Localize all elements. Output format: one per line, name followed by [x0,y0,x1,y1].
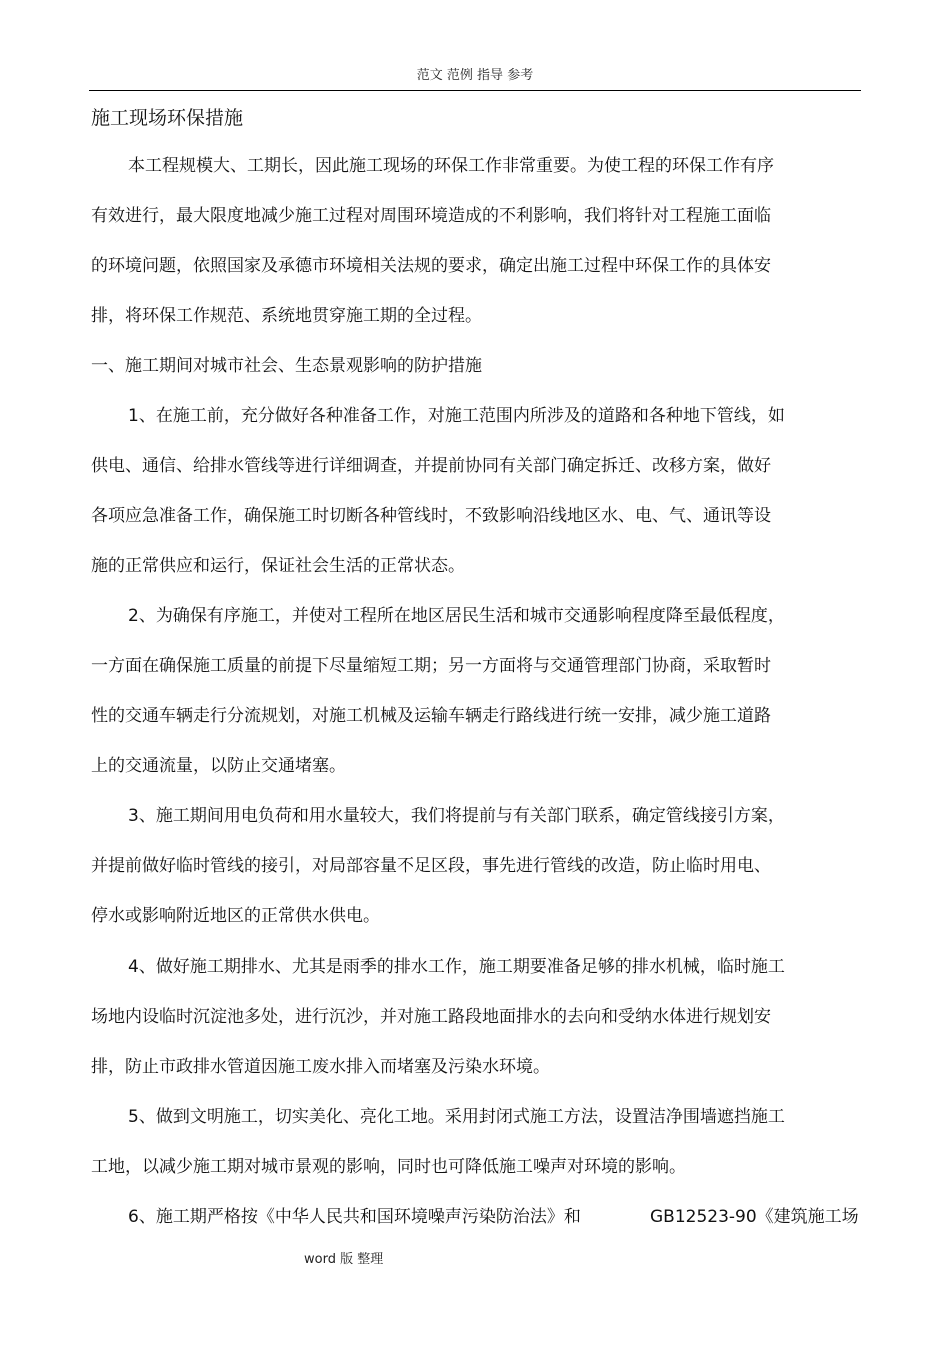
paragraph-line: 工地，以减少施工期对城市景观的影响，同时也可降低施工噪声对环境的影响。 [91,1157,686,1177]
paragraph-line: 3、施工期间用电负荷和用水量较大，我们将提前与有关部门联系，确定管线接引方案， [128,806,785,826]
paragraph-line: 并提前做好临时管线的接引，对局部容量不足区段，事先进行管线的改造，防止临时用电、 [91,856,771,876]
header-divider [89,90,861,91]
document-title: 施工现场环保措施 [91,107,244,129]
page-footer: word 版 整理 [304,1252,384,1267]
paragraph-line: 的环境问题，依照国家及承德市环境相关法规的要求，确定出施工过程中环保工作的具体安 [91,256,771,276]
paragraph-line: 6、施工期严格按《中华人民共和国环境噪声污染防治法》和 [128,1207,581,1227]
paragraph-line: 2、为确保有序施工，并使对工程所在地区居民生活和城市交通影响程度降至最低程度， [128,606,785,626]
paragraph-line: 有效进行，最大限度地减少施工过程对周围环境造成的不利影响，我们将针对工程施工面临 [91,206,771,226]
paragraph-line: 本工程规模大、工期长，因此施工现场的环保工作非常重要。为使工程的环保工作有序 [128,156,774,176]
standard-reference: GB12523-90《建筑施工场 [650,1207,859,1227]
paragraph-line: 一方面在确保施工质量的前提下尽量缩短工期；另一方面将与交通管理部门协商，采取暂时 [91,656,771,676]
paragraph-line: 4、做好施工期排水、尤其是雨季的排水工作，施工期要准备足够的排水机械，临时施工 [128,957,785,977]
paragraph-line: 排，防止市政排水管道因施工废水排入而堵塞及污染水环境。 [91,1057,550,1077]
section-heading: 一、施工期间对城市社会、生态景观影响的防护措施 [91,356,482,376]
paragraph-line: 各项应急准备工作，确保施工时切断各种管线时，不致影响沿线地区水、电、气、通讯等设 [91,506,771,526]
paragraph-line: 5、做到文明施工，切实美化、亮化工地。采用封闭式施工方法，设置洁净围墙遮挡施工 [128,1107,785,1127]
paragraph-line: 性的交通车辆走行分流规划，对施工机械及运输车辆走行路线进行统一安排，减少施工道路 [91,706,771,726]
paragraph-line: 场地内设临时沉淀池多处，进行沉沙，并对施工路段地面排水的去向和受纳水体进行规划安 [91,1007,771,1027]
paragraph-line: 排，将环保工作规范、系统地贯穿施工期的全过程。 [91,306,482,326]
paragraph-line: 上的交通流量，以防止交通堵塞。 [91,756,346,776]
paragraph-line: 1、在施工前，充分做好各种准备工作，对施工范围内所涉及的道路和各种地下管线，如 [128,406,785,426]
paragraph-line: 供电、通信、给排水管线等进行详细调查，并提前协同有关部门确定拆迁、改移方案，做好 [91,456,771,476]
paragraph-line: 施的正常供应和运行，保证社会生活的正常状态。 [91,556,465,576]
paragraph-line: 停水或影响附近地区的正常供水供电。 [91,906,380,926]
page-header: 范文 范例 指导 参考 [416,68,534,83]
